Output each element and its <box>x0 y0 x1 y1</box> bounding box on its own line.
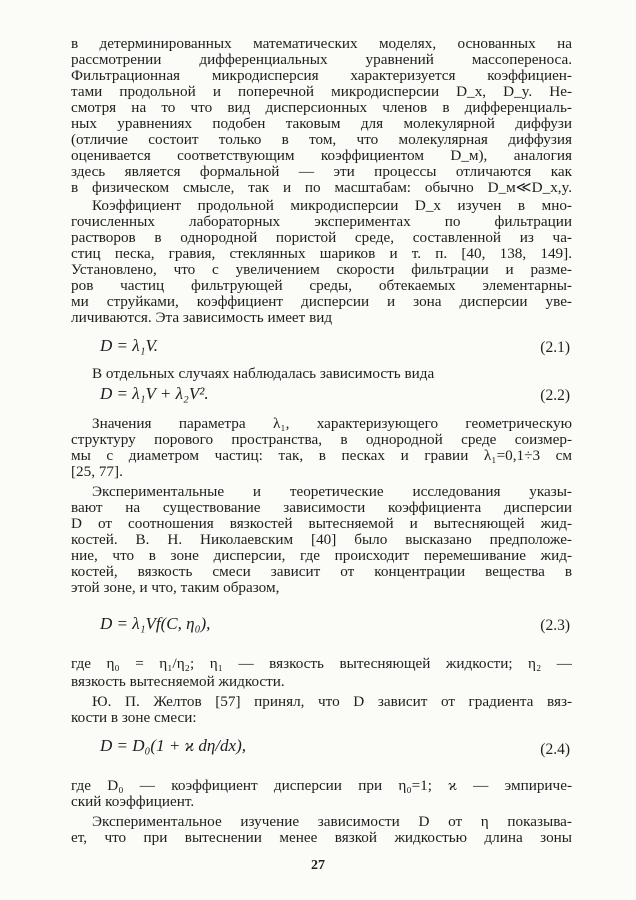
equation-2-3: D = λ₁Vf(C, η₀), <box>100 614 211 633</box>
text-line: (отличие состоит только в том, что молекулярная диффузия <box>71 132 572 148</box>
text-line: гочисленных лабораторных экспериментах по фильтрации <box>71 214 572 230</box>
text-line: тами продольной и поперечной микродисперсии D_x, D_y. Не- <box>71 84 572 100</box>
text-line: где D₀ — коэффициент дисперсии при η₀=1; ϰ — эмпириче- <box>71 778 572 794</box>
text-line: ет, что при вытеснении менее вязкой жидкостью длина зоны <box>71 830 572 846</box>
text-line: личиваются. Эта зависимость имеет вид <box>71 310 333 326</box>
text-line: костей. В. Н. Николаевским [40] было высказано предположе- <box>71 532 572 548</box>
equation-2-2: D = λ₁V + λ₂V². <box>100 384 209 403</box>
text-line: Значения параметра λ₁, характеризующего геометрическую <box>92 416 572 432</box>
equation-number: (2.2) <box>540 387 570 404</box>
text-line: кости в зоне смеси: <box>71 710 197 726</box>
text-line: растворов в однородной пористой среде, составленной из ча- <box>71 230 572 246</box>
text-line: в физическом смысле, так и по масштабам: обычно D_м≪D_x,y. <box>71 180 572 196</box>
text-line: D от соотношения вязкостей вытесняемой и вытесняющей жид- <box>71 516 572 532</box>
text-line: вязкость вытесняемой жидкости. <box>71 674 285 690</box>
text-line: Фильтрационная микродисперсия характеризуется коэффициен- <box>71 68 572 84</box>
text-line: смотря на то что вид дисперсионных членов в дифференциаль- <box>71 100 572 116</box>
page-number: 27 <box>311 858 325 873</box>
text-line: где η₀ = η₁/η₂; η₁ — вязкость вытесняющей жидкости; η₂ — <box>71 656 572 672</box>
text-line: вают на существование зависимости коэффициента дисперсии <box>71 500 572 516</box>
equation-2-4: D = D₀(1 + ϰ dη/dx), <box>100 736 246 755</box>
text-line: костей, вязкость смеси зависит от концентрации вещества в <box>71 564 572 580</box>
text-line: здесь является формальной — эти процессы отличаются как <box>71 164 572 180</box>
text-line: ние, что в зоне дисперсии, где происходит перемешивание жид- <box>71 548 572 564</box>
text-line: Установлено, что с увеличением скорости фильтрации и разме- <box>71 262 572 278</box>
text-line: Экспериментальное изучение зависимости D от η показыва- <box>92 814 572 830</box>
text-line: в детерминированных математических моделях, основанных на <box>71 36 572 52</box>
text-line: В отдельных случаях наблюдалась зависимость вида <box>92 366 435 382</box>
equation-number: (2.1) <box>540 339 570 356</box>
text-line: структуру порового пространства, в однородной среде соизмер- <box>71 432 572 448</box>
text-line: рассмотрении дифференциальных уравнений массопереноса. <box>71 52 572 68</box>
text-line: Экспериментальные и теоретические исследования указы- <box>92 484 572 500</box>
equation-2-1: D = λ₁V. <box>100 336 158 355</box>
text-line: [25, 77]. <box>71 464 123 480</box>
text-line: этой зоне, и что, таким образом, <box>71 580 280 596</box>
text-line: мы с диаметром частиц: так, в песках и гравии λ₁=0,1÷3 см <box>71 448 572 464</box>
text-line: ных уравнениях подобен таковым для молекулярной диффузи <box>71 116 572 132</box>
text-line: Коэффициент продольной микродисперсии D_x изучен в мно- <box>92 198 572 214</box>
equation-number: (2.3) <box>540 617 570 634</box>
text-line: Ю. П. Желтов [57] принял, что D зависит от градиента вяз- <box>92 694 572 710</box>
equation-number: (2.4) <box>540 741 570 758</box>
text-line: ский коэффициент. <box>71 794 195 810</box>
text-line: стиц песка, гравия, стеклянных шариков и т. п. [40, 138, 149]. <box>71 246 572 262</box>
text-line: оценивается соответствующим коэффициентом D_м), аналогия <box>71 148 572 164</box>
text-line: ров частиц фильтрующей среды, обтекаемых элементарны- <box>71 278 572 294</box>
text-line: ми струйками, коэффициент дисперсии и зона дисперсии уве- <box>71 294 572 310</box>
